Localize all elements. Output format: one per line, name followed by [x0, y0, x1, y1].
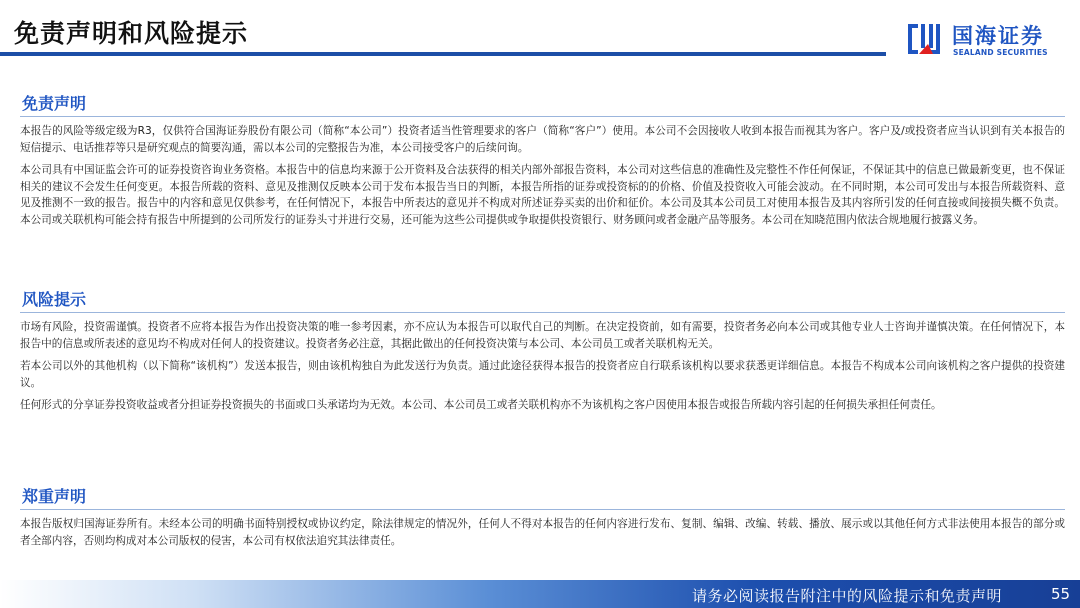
footer-notice: 请务必阅读报告附注中的风险提示和免责声明 — [692, 587, 1003, 605]
section-title: 免责声明 — [22, 94, 87, 113]
company-logo — [906, 20, 1066, 60]
section-divider — [20, 312, 1065, 313]
section-solemn-statement — [20, 485, 1065, 555]
paragraph: 本报告的风险等级定级为R3，仅供符合国海证券股份有限公司（简称“本公司”）投资者适当性管理要求的客户（简称“客户”）使用。本公司不会因接收人收到本报告而视其为客户。客户及/或投资者应当认识到有关本报告的短信提示、电话推荐等只是研究观点的简要沟通，需以本公司的完整报告为准，本公司接受客户的后续问询。 — [20, 125, 1065, 154]
section-disclaimer — [20, 92, 1065, 234]
page-footer — [0, 580, 1080, 608]
section-title: 郑重声明 — [22, 487, 87, 506]
logo-chinese-name: 国海证券 — [952, 24, 1044, 48]
page-number: 55 — [1051, 585, 1071, 603]
logo-english-name: SEALAND SECURITIES — [953, 48, 1048, 57]
section-title: 风险提示 — [22, 290, 87, 309]
sealand-logo-icon — [906, 20, 946, 60]
paragraph: 若本公司以外的其他机构（以下简称“该机构”）发送本报告，则由该机构独自为此发送行为负责。通过此途径获得本报告的投资者应自行联系该机构以要求获悉更详细信息。本报告不构成本公司向该机构之客户提供的投资建议。 — [20, 360, 1065, 389]
section-divider — [20, 509, 1065, 510]
paragraph: 市场有风险，投资需谨慎。投资者不应将本报告为作出投资决策的唯一参考因素，亦不应认为本报告可以取代自己的判断。在决定投资前，如有需要，投资者务必向本公司或其他专业人士咨询并谨慎决策。在任何情况下，本报告中的信息或所表述的意见均不构成对任何人的投资建议。投资者务必注意，其据此做出的任何投资决策与本公司、本公司员工或者关联机构无关。 — [20, 321, 1065, 350]
paragraph: 本公司具有中国证监会许可的证券投资咨询业务资格。本报告中的信息均来源于公开资料及合法获得的相关内部外部报告资料，本公司对这些信息的准确性及完整性不作任何保证，不保证其中的信息已做最新变更，也不保证相关的建议不会发生任何变更。本报告所载的资料、意见及推测仅反映本公司于发布本报告当日的判断，本报告所指的证券或投资标的的价格、价值及投资收入可能会波动。在不同时期，本公司可发出与本报告所载资料、意见及推测不一致的报告。报告中的内容和意见仅供参考，在任何情况下，本报告中所表达的意见并不构成对所述证券买卖的出价和征价。本公司及其本公司员工对使用本报告及其内容所引发的任何直接或间接损失概不负责。本公司或关联机构可能会持有报告中所提到的公司所发行的证券头寸并进行交易，还可能为这些公司提供或争取提供投资银行、财务顾问或者金融产品等服务。本公司在知晓范围内依法合规地履行披露义务。 — [20, 164, 1065, 226]
section-divider — [20, 116, 1065, 117]
title-underline — [0, 52, 886, 56]
paragraph: 本报告版权归国海证券所有。未经本公司的明确书面特别授权或协议约定，除法律规定的情况外，任何人不得对本报告的任何内容进行发布、复制、编辑、改编、转载、播放、展示或以其他任何方式非法使用本报告的部分或者全部内容，否则均构成对本公司版权的侵害，本公司有权依法追究其法律责任。 — [20, 518, 1065, 547]
paragraph: 任何形式的分享证券投资收益或者分担证券投资损失的书面或口头承诺均为无效。本公司、本公司员工或者关联机构亦不为该机构之客户因使用本报告或报告所载内容引起的任何损失承担任何责任。 — [20, 399, 942, 411]
section-risk-warning — [20, 288, 1065, 420]
page-header — [0, 0, 1080, 62]
page-title: 免责声明和风险提示 — [14, 19, 249, 48]
